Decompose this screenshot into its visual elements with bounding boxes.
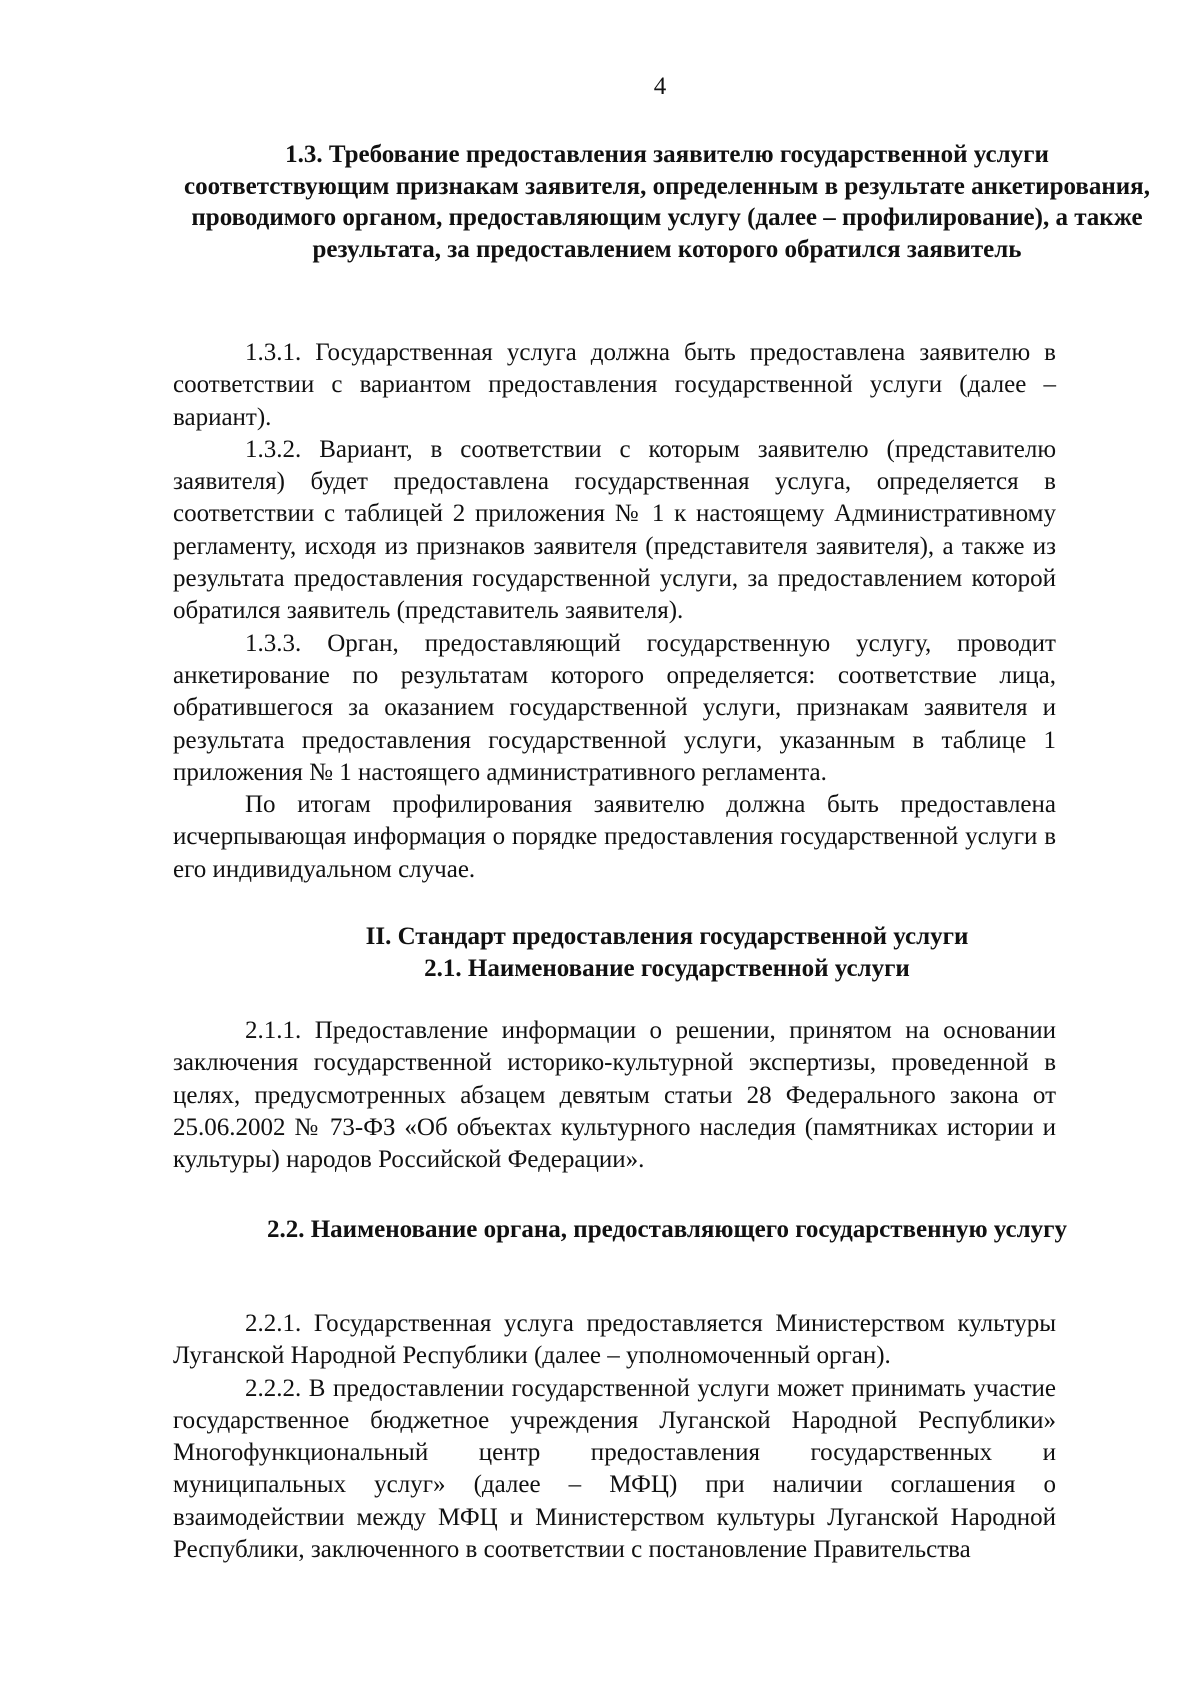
paragraph-2-1-1: 2.1.1. Предоставление информации о решении, принятом на основании заключения государственной историко-культурной экспертизы, проведенной в целях, предусмотренных абзацем девятым статьи 28 Федерального закона от 25.06.2002 № 73-ФЗ «Об объектах культурного наследия (памятниках истории и культуры) народов Российской Федерации». [173,1017,1056,1174]
paragraph-2-2-2: 2.2.2. В предоставлении государственной услуги может принимать участие государственное бюджетное учреждения Луганской Народной Республики» Многофункциональный центр предоставления государственных и муниципальных услуг» (далее – МФЦ) при наличии соглашения о взаимодействии между МФЦ и Министерством культуры Луганской Народной Республики, заключенного в соответствии с постановление Правительства [173,1374,1056,1564]
section-2-2-heading: 2.2. Наименование органа, предоставляющего государственную услугу [266,1216,1068,1243]
paragraph-2-2-1: 2.2.1. Государственная услуга предоставляется Министерством культуры Луганской Народной Республики (далее – уполномоченный орган). [173,1310,1056,1370]
section-2-heading-line-1: II. Стандарт предоставления государственной услуги [365,923,969,950]
section-1-3-body [173,337,1056,886]
paragraph-1-3-1: 1.3.1. Государственная услуга должна быть предоставлена заявителю в соответствии с вариантом предоставления государственной услуги (далее – вариант). [173,339,1056,431]
section-1-3-heading: 1.3. Требование предоставления заявителю государственной услуги соответствующим признакам заявителя, определенным в результате анкетирования, проводимого органом, предоставляющим услугу (далее – профилирование), а также результата, за предоставлением которого обратился заявитель [184,141,1150,263]
paragraph-1-3-2: 1.3.2. Вариант, в соответствии с которым заявителю (представителю заявителя) будет предоставлена государственная услуга, определяется в соответствии с таблицей 2 приложения № 1 к настоящему Административному регламенту, исходя из признаков заявителя (представителя заявителя), а также из результата предоставления государственной услуги, за предоставлением которой обратился заявитель (представитель заявителя). [173,435,1056,625]
section-2-1-body [173,1015,1056,1176]
paragraph-1-3-3: 1.3.3. Орган, предоставляющий государственную услугу, проводит анкетирование по результатам которого определяется: соответствие лица, обратившегося за оказанием государственной услуги, признакам заявителя и результата предоставления государственной услуги, указанным в таблице 1 приложения № 1 настоящего административного регламента. [173,629,1056,786]
page-number: 4 [653,73,667,100]
section-2-heading [181,921,1153,984]
paragraph-profiling-result: По итогам профилирования заявителю должна быть предоставлена исчерпывающая информация о порядке предоставления государственной услуги в его индивидуальном случае. [173,791,1056,883]
section-2-heading-line-2: 2.1. Наименование государственной услуги [424,954,910,982]
section-2-2-body [173,1308,1056,1566]
